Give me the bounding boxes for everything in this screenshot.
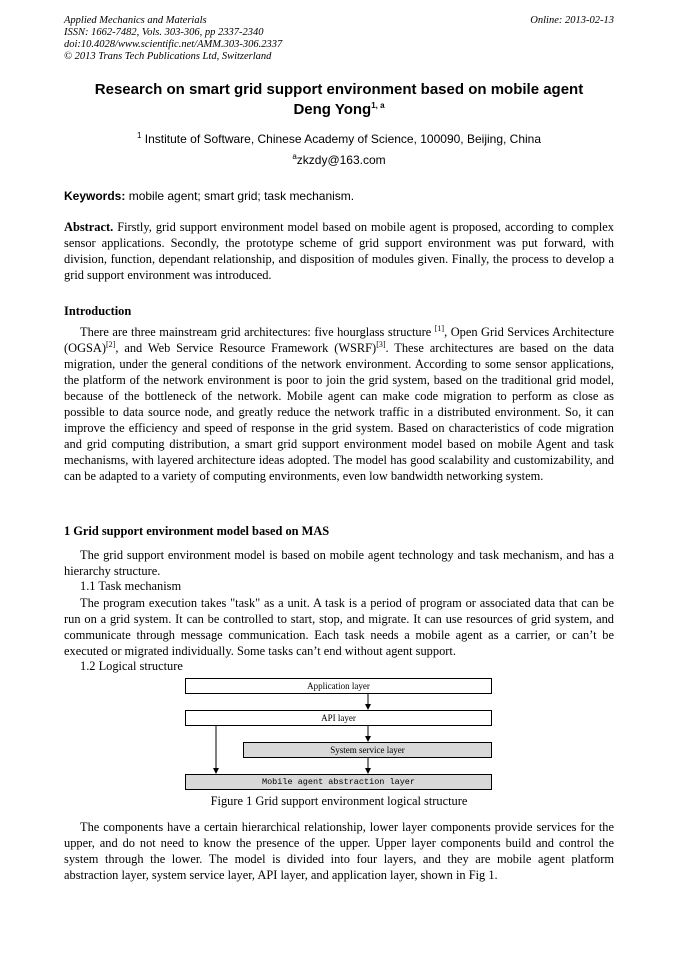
journal-name: Applied Mechanics and Materials — [64, 15, 207, 26]
copyright-line: © 2013 Trans Tech Publications Ltd, Switzerland — [64, 51, 272, 62]
application-layer-box: Application layer — [185, 678, 492, 694]
email-superscript: a — [292, 152, 297, 161]
online-date: Online: 2013-02-13 — [530, 15, 614, 26]
citation-ref-3: [3] — [376, 339, 386, 349]
keywords-label: Keywords: — [64, 189, 126, 203]
paper-title: Research on smart grid support environment based on mobile agent — [94, 81, 584, 98]
mobile-agent-layer-box: Mobile agent abstraction layer — [185, 774, 492, 790]
author-name: Deng Yong — [293, 101, 372, 118]
intro-text-3: , and Web Service Resource Framework (WSRF) — [115, 341, 377, 355]
abstract-label: Abstract. — [64, 220, 114, 234]
intro-text-2: , Open Grid Services Architecture (OGSA) — [64, 325, 614, 355]
keywords-text: mobile agent; smart grid; task mechanism. — [128, 189, 355, 203]
author-superscript: 1, a — [371, 101, 385, 110]
subsection-logical-structure: 1.2 Logical structure — [80, 659, 183, 673]
intro-text-4: . These architectures are based on the data migration, under the general conditions of the network environment. According to some sensor applications, the platform of the network environment is poor to join the grid system, based on the traditional grid model, because of the bottleneck of the network. Mobile agent can make code migration to perform as close as possible to data source node, and greatly reduce the network traffic in a distributed environment. So, it can improve the efficiency and speed of response in the grid system. Based on characteristics of code migration and grid computing distribution, a smart grid support environment model based on mobile Agent and task mechanisms, with layered architecture ideas adopted. The model has good scalability and customizability, and can be adapted to a variety of computing environments, even low bandwidth networking system. — [64, 341, 615, 483]
affiliation-text: Institute of Software, Chinese Academy of Science, 100090, Beijing, China — [144, 132, 542, 146]
section1-heading: 1 Grid support environment model based on MAS — [64, 524, 330, 538]
section1-paragraph-1: The grid support environment model is based on mobile agent technology and task mechanism, and has a hierarchy structure. — [64, 548, 614, 578]
doi-line: doi:10.4028/www.scientific.net/AMM.303-306.2337 — [64, 39, 283, 50]
citation-ref-1: [1] — [434, 323, 445, 333]
api-layer-box: API layer — [185, 710, 492, 726]
section1-paragraph-2: The program execution takes "task" as a unit. A task is a period of program or associated data that can be run on a grid system. It can be controlled to start, stop, and migrate. It can use resources of grid system, and communicate through message communication. Each task needs a mobile agent as a carrier, or can’t be executed or migrated individually. Some tasks can’t end without agent support. — [64, 596, 614, 658]
citation-ref-2: [2] — [106, 339, 116, 349]
figure1-caption: Figure 1 Grid support environment logical structure — [210, 794, 468, 808]
issn-line: ISSN: 1662-7482, Vols. 303-306, pp 2337-2340 — [64, 27, 264, 38]
section1-paragraph-3: The components have a certain hierarchical relationship, lower layer components provide services for the upper, and do not need to know the presence of the upper. Upper layer components build and control the system through the lower. The model is divided into four layers, and they are mobile agent platform abstraction layer, system service layer, API layer, and application layer, shown in Fig 1. — [64, 820, 614, 882]
subsection-task-mechanism: 1.1 Task mechanism — [80, 579, 182, 593]
email-address[interactable]: zkzdy@163.com — [296, 153, 386, 167]
affiliation-superscript: 1 — [136, 131, 142, 140]
intro-text-1: There are three mainstream grid architectures: five hourglass structure — [80, 325, 432, 339]
introduction-heading: Introduction — [64, 304, 132, 318]
abstract-text: Firstly, grid support environment model based on mobile agent is proposed, according to complex sensor applications. Secondly, the prototype scheme of grid support environment was put forward, with division, function, dependant relationship, and disposition of modules given. Finally, the process to develop a grid support environment was introduced. — [64, 220, 614, 282]
system-service-layer-box: System service layer — [243, 742, 492, 758]
